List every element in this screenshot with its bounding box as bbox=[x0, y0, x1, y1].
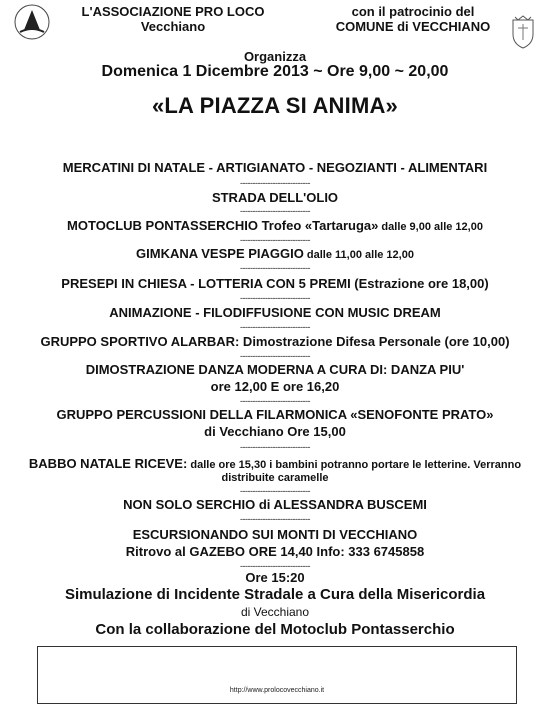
municipality-crest-icon bbox=[508, 14, 538, 50]
program-danza-line2: ore 12,00 E ore 16,20 bbox=[210, 379, 340, 394]
program-serchio: NON SOLO SERCHIO di ALESSANDRA BUSCEMI bbox=[123, 497, 427, 512]
gimkana-time: dalle 11,00 alle 12,00 bbox=[303, 249, 414, 261]
program-babbo-line2: distribuite caramelle bbox=[221, 472, 329, 484]
association-name bbox=[58, 4, 288, 34]
website-url: http://www.prolocovecchiano.it bbox=[229, 687, 325, 694]
program-gimkana bbox=[0, 246, 550, 261]
separator: ---------------------------- bbox=[240, 561, 310, 571]
program-ore-1520: Ore 15:20 bbox=[245, 570, 305, 585]
motoclub-title: MOTOCLUB PONTASSERCHIO Trofeo «Tartaruga» bbox=[67, 218, 379, 233]
pro-loco-logo-icon bbox=[12, 2, 52, 42]
event-date: Domenica 1 Dicembre 2013 ~ Ore 9,00 ~ 20,00 bbox=[101, 63, 449, 80]
program-babbo-natale bbox=[0, 456, 550, 471]
alarbar-title: GRUPPO SPORTIVO ALARBAR: bbox=[40, 334, 240, 349]
separator: ---------------------------- bbox=[240, 322, 310, 332]
program-mercatini: MERCATINI DI NATALE - ARTIGIANATO - NEGOZIANTI - ALIMENTARI bbox=[62, 160, 488, 175]
program-danza-line1: DIMOSTRAZIONE DANZA MODERNA A CURA DI: DANZA PIU' bbox=[85, 362, 465, 377]
separator: ---------------------------- bbox=[240, 235, 310, 245]
gimkana-title: GIMKANA VESPE PIAGGIO bbox=[136, 246, 304, 261]
separator: ---------------------------- bbox=[240, 293, 310, 303]
program-di-vecchiano: di Vecchiano bbox=[240, 605, 310, 619]
program-escursione-line2: Ritrovo al GAZEBO ORE 14,40 Info: 333 6745858 bbox=[125, 544, 425, 559]
patronage bbox=[318, 4, 508, 34]
program-olio: STRADA DELL'OLIO bbox=[211, 190, 339, 205]
program-presepi: PRESEPI IN CHIESA - LOTTERIA CON 5 PREMI (Estrazione ore 18,00) bbox=[61, 276, 489, 291]
footer-box bbox=[37, 646, 517, 704]
municipality-name: COMUNE di VECCHIANO bbox=[335, 19, 491, 34]
program-alarbar bbox=[0, 334, 550, 349]
organizza-label: Organizza bbox=[243, 49, 307, 64]
separator: ---------------------------- bbox=[240, 351, 310, 361]
program-motoclub bbox=[0, 218, 550, 233]
program-percussioni-line2: di Vecchiano Ore 15,00 bbox=[204, 424, 346, 439]
babbo-title: BABBO NATALE RICEVE: bbox=[28, 456, 188, 471]
motoclub-time: dalle 9,00 alle 12,00 bbox=[378, 221, 483, 233]
separator: ---------------------------- bbox=[240, 206, 310, 216]
separator: ---------------------------- bbox=[240, 514, 310, 524]
program-collaborazione: Con la collaborazione del Motoclub Pontasserchio bbox=[95, 621, 455, 638]
separator: ---------------------------- bbox=[240, 442, 310, 452]
patronage-label: con il patrocinio del bbox=[351, 4, 475, 19]
separator: ---------------------------- bbox=[240, 263, 310, 273]
separator: ---------------------------- bbox=[240, 486, 310, 496]
association-title: L'ASSOCIAZIONE PRO LOCO bbox=[81, 4, 265, 19]
babbo-detail: dalle ore 15,30 i bambini potranno portare le letterine. Verranno bbox=[187, 459, 522, 471]
association-town: Vecchiano bbox=[140, 19, 206, 34]
program-percussioni-line1: GRUPPO PERCUSSIONI DELLA FILARMONICA «SENOFONTE PRATO» bbox=[56, 407, 494, 422]
program-simulazione: Simulazione di Incidente Stradale a Cura della Misericordia bbox=[64, 586, 486, 603]
event-title: «LA PIAZZA SI ANIMA» bbox=[151, 93, 398, 118]
separator: ---------------------------- bbox=[240, 396, 310, 406]
separator: ---------------------------- bbox=[240, 178, 310, 188]
program-animazione: ANIMAZIONE - FILODIFFUSIONE CON MUSIC DREAM bbox=[109, 305, 441, 320]
alarbar-detail: Dimostrazione Difesa Personale (ore 10,00) bbox=[239, 334, 510, 349]
program-escursione-line1: ESCURSIONANDO SUI MONTI DI VECCHIANO bbox=[132, 527, 418, 542]
